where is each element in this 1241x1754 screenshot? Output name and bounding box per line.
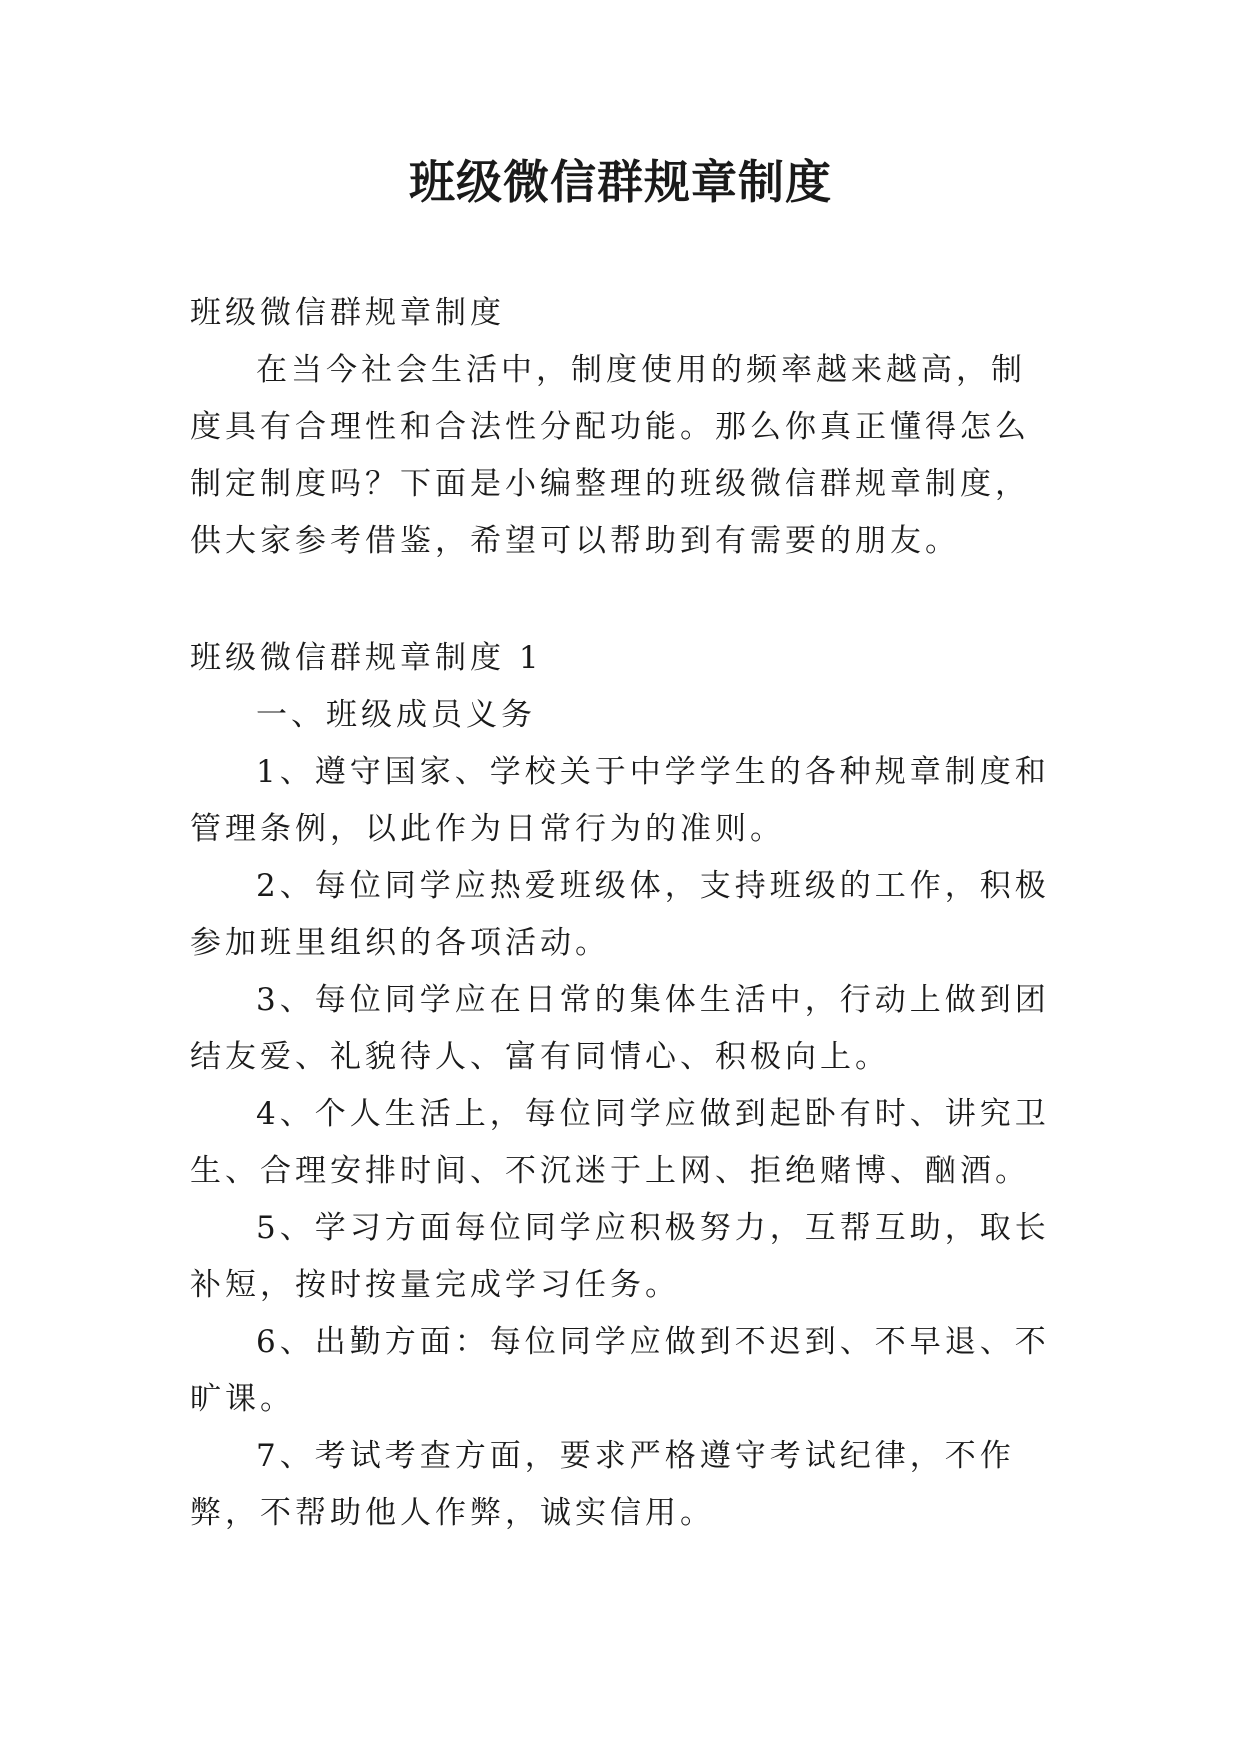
document-title: 班级微信群规章制度 [409, 155, 832, 209]
rule-item-5: 5、学习方面每位同学应积极努力，互帮互助，取长补短，按时按量完成学习任务。 [190, 1210, 1050, 1303]
document-body [190, 285, 1050, 1542]
rule-item-4: 4、个人生活上，每位同学应做到起卧有时、讲究卫生、合理安排时间、不沉迷于上网、拒绝赌博、酗酒。 [190, 1096, 1050, 1189]
rule-item-3: 3、每位同学应在日常的集体生活中，行动上做到团结友爱、礼貌待人、富有同情心、积极向上。 [190, 982, 1050, 1075]
document-subtitle: 班级微信群规章制度 [190, 295, 505, 331]
part-heading: 一、班级成员义务 [256, 697, 536, 733]
section-heading: 班级微信群规章制度 1 [190, 640, 543, 676]
intro-paragraph: 在当今社会生活中，制度使用的频率越来越高，制度具有合理性和合法性分配功能。那么你真正懂得怎么制定制度吗？下面是小编整理的班级微信群规章制度，供大家参考借鉴，希望可以帮助到有需要的朋友。 [190, 352, 1030, 559]
rule-item-7: 7、考试考查方面，要求严格遵守考试纪律，不作弊，不帮助他人作弊，诚实信用。 [190, 1438, 1015, 1531]
rule-item-6: 6、出勤方面：每位同学应做到不迟到、不早退、不旷课。 [190, 1324, 1050, 1417]
paragraph-spacer [190, 570, 1050, 630]
rule-item-2: 2、每位同学应热爱班级体，支持班级的工作，积极参加班里组织的各项活动。 [190, 868, 1050, 961]
rule-item-1: 1、遵守国家、学校关于中学学生的各种规章制度和管理条例，以此作为日常行为的准则。 [190, 754, 1050, 847]
